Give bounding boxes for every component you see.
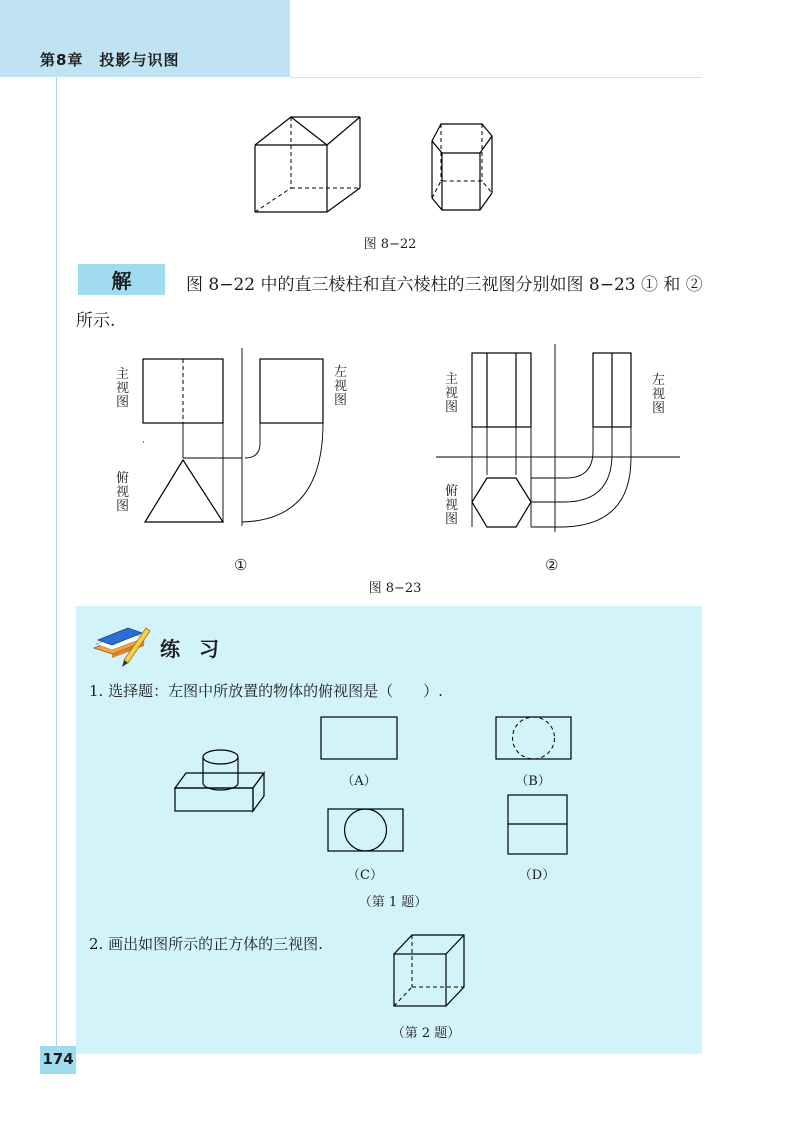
chapter-title: 第8章 投影与识图 [40, 51, 180, 69]
solution-text-line-2: 所示. [76, 311, 116, 331]
right-main-view-label: 主视图 [444, 372, 458, 415]
left-main-view-label: 主视图 [115, 367, 129, 410]
option-a-label: （A） [341, 774, 377, 789]
question-1-text: 1. 选择题：左图中所放置的物体的俯视图是（ ）. [89, 682, 443, 700]
page-number: 174 [42, 1050, 74, 1068]
option-b-label: （B） [515, 774, 551, 789]
left-figure-number: ① [234, 556, 248, 574]
figure-8-23-caption: 图 8−23 [368, 581, 422, 596]
question-1-caption: （第 1 题） [358, 895, 428, 910]
figure-8-22-caption: 图 8−22 [363, 237, 417, 252]
left-top-view-label: 俯视图 [115, 471, 129, 514]
exercise-title: 练 习 [160, 637, 225, 661]
solution-text-line-1: 图 8−22 中的直三棱柱和直六棱柱的三视图分别如图 8−23 ① 和 ② [186, 275, 703, 295]
question-2-text: 2. 画出如图所示的正方体的三视图. [89, 935, 323, 953]
right-top-view-label: 俯视图 [444, 484, 458, 527]
question-2-caption: （第 2 题） [391, 1026, 461, 1041]
option-c-label: （C） [347, 868, 383, 883]
right-side-view-label: 左视图 [651, 373, 665, 416]
solution-label: 解 [111, 269, 132, 293]
left-side-view-label: 左视图 [333, 365, 347, 408]
option-d-label: （D） [518, 868, 556, 883]
right-figure-number: ② [545, 556, 559, 574]
